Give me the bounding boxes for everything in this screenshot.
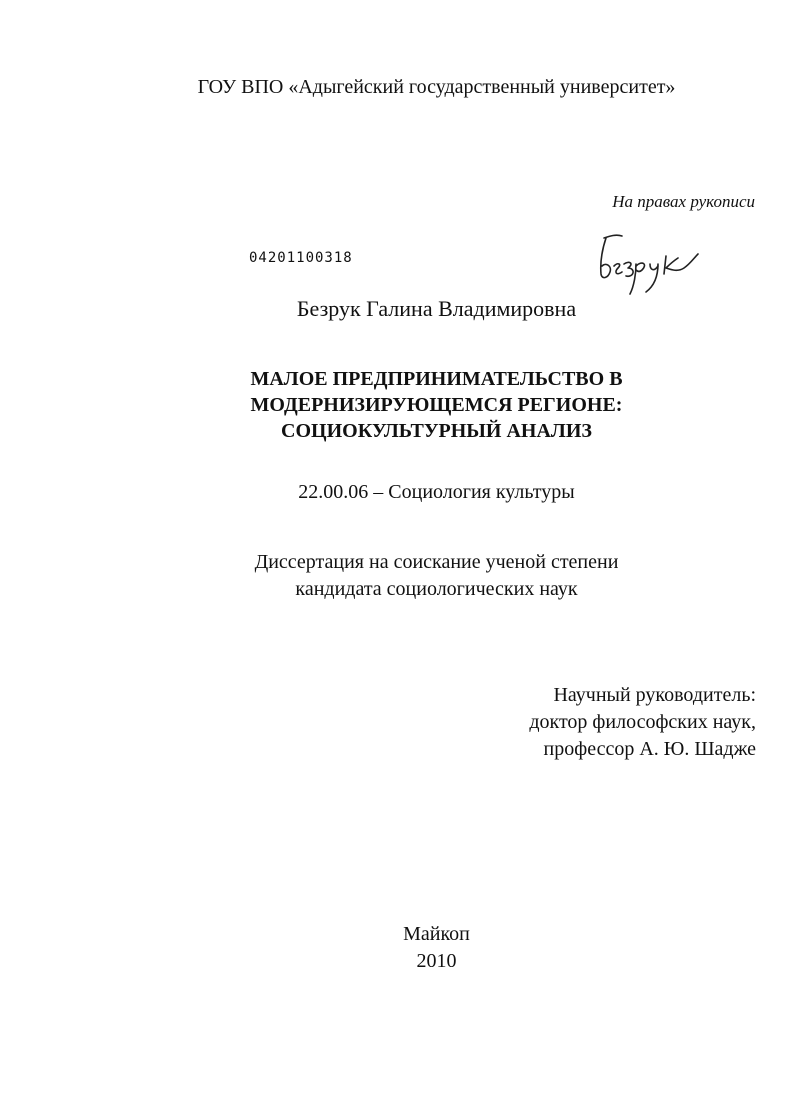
title-line: МАЛОЕ ПРЕДПРИНИМАТЕЛЬСТВО В [250, 368, 623, 390]
rights-note: На правах рукописи [612, 192, 755, 211]
dissertation-title [40, 366, 793, 444]
supervisor-line: Научный руководитель: [553, 684, 756, 706]
place-and-year [40, 921, 793, 975]
author-name: Безрук Галина Владимировна [296, 296, 577, 321]
degree-line: кандидата социологических наук [295, 578, 578, 600]
supervisor-line: доктор философских наук, [529, 711, 756, 733]
institution-name: ГОУ ВПО «Адыгейский государственный университет» [197, 76, 676, 98]
specialty-code: 22.00.06 – Социология культуры [298, 481, 575, 503]
handwritten-signature [592, 228, 702, 298]
supervisor-block [529, 682, 756, 763]
degree-statement [40, 549, 793, 603]
supervisor-line: профессор А. Ю. Шадже [543, 738, 756, 760]
year: 2010 [416, 950, 457, 972]
title-line: МОДЕРНИЗИРУЮЩЕМСЯ РЕГИОНЕ: [250, 394, 623, 416]
city: Майкоп [403, 923, 470, 945]
catalog-code: 04201100318 [249, 250, 353, 266]
title-line: СОЦИОКУЛЬТУРНЫЙ АНАЛИЗ [281, 420, 592, 442]
degree-line: Диссертация на соискание ученой степени [254, 551, 619, 573]
